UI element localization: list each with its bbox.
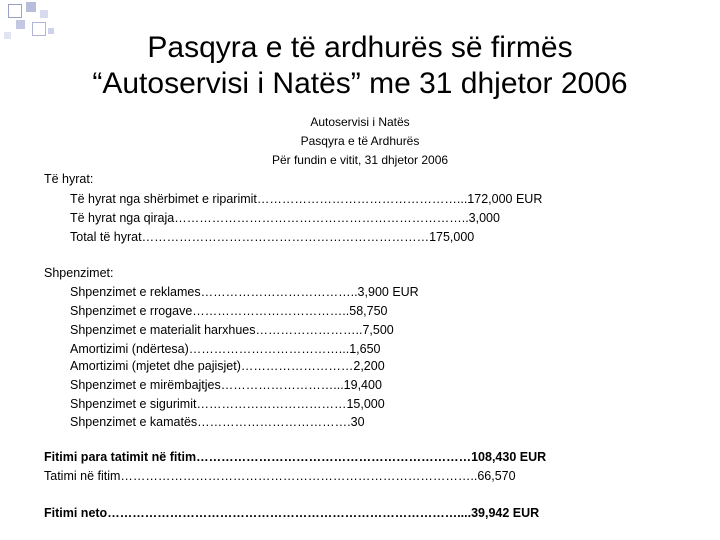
profit-before-tax-line: Fitimi para tatimit në fitim…………………………………………………………108,430 EUR	[44, 450, 547, 464]
net-profit-line: Fitimi neto…………………………………………………………………………....39,942 EUR	[44, 506, 540, 520]
expense-line: Amortizimi (mjetet dhe pajisjet)………………………2,200	[70, 359, 385, 373]
report-name: Pasqyra e të Ardhurës	[300, 134, 420, 148]
deco-square	[40, 10, 48, 18]
expense-line: Shpenzimet e mirëmbajtjes………………………...19,400	[70, 378, 382, 392]
deco-square	[26, 2, 36, 12]
expense-heading: Shpenzimet:	[44, 266, 114, 280]
title-line-2: “Autoservisi i Natës” me 31 dhjetor 2006	[92, 67, 628, 100]
title-line-1: Pasqyra e të ardhurës së firmës	[147, 31, 573, 64]
revenue-line: Të hyrat nga shërbimet e riparimit…………………………………………...172,000 EUR	[70, 192, 543, 206]
expense-line: Amortizimi (ndërtesa)………………………………...1,650	[70, 342, 381, 356]
company-name: Autoservisi i Natës	[310, 115, 410, 129]
revenue-line: Të hyrat nga qiraja……………………………………………………………..3,000	[70, 211, 500, 225]
expense-line: Shpenzimet e sigurimit………………………………15,000	[70, 397, 385, 411]
report-period: Për fundin e vitit, 31 dhjetor 2006	[271, 153, 449, 167]
revenue-heading: Të hyrat:	[44, 172, 94, 186]
expense-line: Shpenzimet e reklames………………………………..3,900 EUR	[70, 285, 419, 299]
statement-header	[0, 113, 720, 170]
deco-square	[8, 4, 22, 18]
expense-line: Shpenzimet e materialit harxhues……………………..7,500	[70, 323, 394, 337]
slide-title	[0, 30, 720, 102]
expense-line: Shpenzimet e rrogave………………………………..58,750	[70, 304, 388, 318]
expense-line: Shpenzimet e kamatës……………………………….30	[70, 415, 365, 429]
revenue-total-line: Total të hyrat……………………………………………………………175,000	[70, 230, 475, 244]
tax-line: Tatimi në fitim…………………………………………………………………………..66,570	[44, 469, 516, 483]
deco-square	[16, 20, 25, 29]
